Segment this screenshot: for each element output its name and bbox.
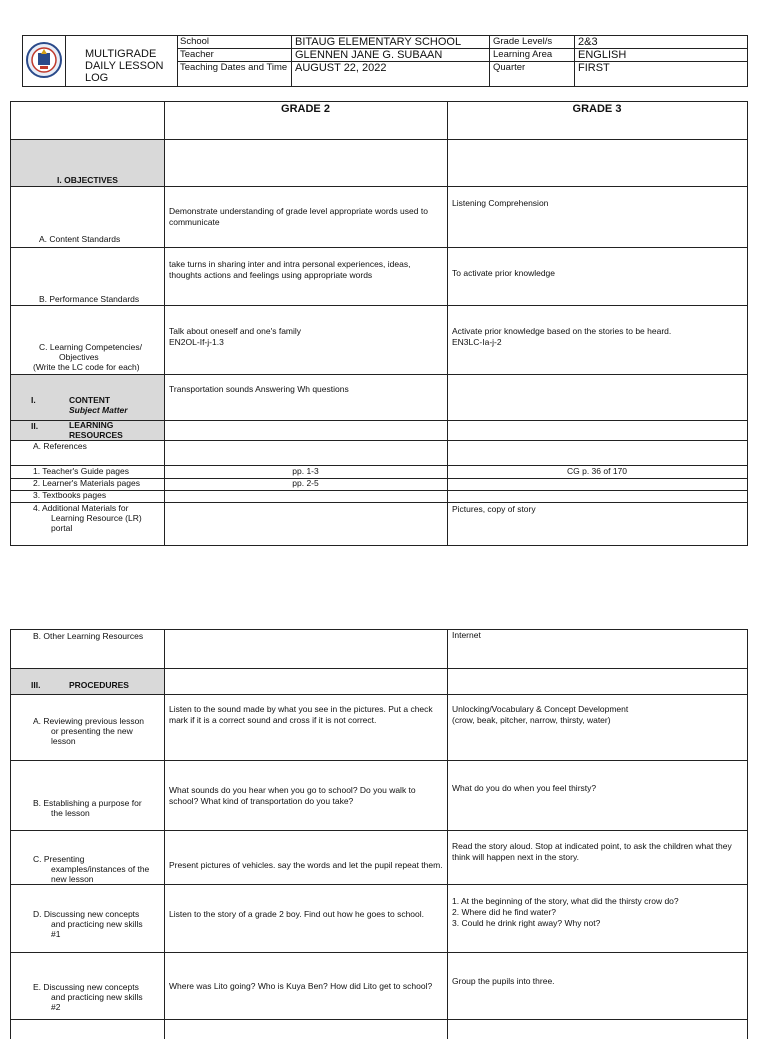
title-line-2: DAILY LESSON <box>85 60 164 72</box>
procedure-b-label: B. Establishing a purpose for <box>33 798 142 808</box>
school-label: School <box>180 36 210 47</box>
divider <box>11 694 747 695</box>
procedure-a-g3-2: (crow, beak, pitcher, narrow, thirsty, water) <box>452 715 611 725</box>
divider <box>11 420 747 421</box>
additional-materials-label-2: Learning Resource (LR) <box>51 513 142 523</box>
teachers-guide-g2: pp. 1-3 <box>292 466 319 476</box>
lesson-table-part-2 <box>10 629 748 1039</box>
resources-num: II. <box>31 421 39 431</box>
procedure-a-g3: Unlocking/Vocabulary & Concept Development <box>452 704 629 714</box>
procedure-c-label-2: examples/instances of the <box>51 864 150 874</box>
learners-materials-g2: pp. 2-5 <box>292 478 319 488</box>
procedure-b-label-2: the lesson <box>51 808 90 818</box>
procedures-num: III. <box>31 680 41 690</box>
divider <box>11 668 747 669</box>
title-line-1: MULTIGRADE <box>85 48 157 60</box>
divider <box>11 139 747 140</box>
divider <box>164 630 165 1039</box>
content-g2: Transportation sounds Answering Wh questions <box>169 384 349 394</box>
procedure-e-g2: Where was Lito going? Who is Kuya Ben? How did Lito get to school? <box>169 981 433 991</box>
divider <box>11 186 747 187</box>
additional-materials-label: 4. Additional Materials for <box>33 503 129 513</box>
divider <box>11 305 747 306</box>
teachers-guide-g3: CG p. 36 of 170 <box>566 466 627 476</box>
teacher-label: Teacher <box>180 49 214 60</box>
performance-standards-g3: To activate prior knowledge <box>452 268 556 278</box>
teacher-value: GLENNEN JANE G. SUBAAN <box>295 49 443 61</box>
procedures-heading: PROCEDURES <box>69 680 129 690</box>
procedure-b-g2: What sounds do you hear when you go to school? Do you walk to school? What kind of transportation do you take? <box>169 785 416 806</box>
competencies-g2: Talk about oneself and one's family <box>169 326 302 336</box>
divider <box>11 440 747 441</box>
quarter-label: Quarter <box>493 62 526 73</box>
other-resources-label: B. Other Learning Resources <box>33 631 144 641</box>
content-standards-label: A. Content Standards <box>39 234 121 244</box>
divider <box>11 952 747 953</box>
header-table <box>22 35 748 87</box>
additional-materials-label-3: portal <box>51 523 73 533</box>
log-title <box>85 48 163 84</box>
performance-standards-g2: take turns in sharing inter and intra personal experiences, ideas, thoughts actions and feelings using appropriate words <box>169 259 411 280</box>
divider <box>11 374 747 375</box>
procedure-d-label-3: #1 <box>51 929 61 939</box>
procedure-d-label: D. Discussing new concepts <box>33 909 140 919</box>
performance-standards-label: B. Performance Standards <box>39 294 140 304</box>
procedure-a-label-3: lesson <box>51 736 76 746</box>
area-label: Learning Area <box>493 49 553 60</box>
area-value: ENGLISH <box>578 49 627 61</box>
additional-materials-g3: Pictures, copy of story <box>452 504 536 514</box>
competencies-label-2: Objectives <box>59 352 99 362</box>
procedure-a-g2: Listen to the sound made by what you see in the pictures. Put a check mark if it is a correct sound and cross if it is not correct. <box>169 704 433 725</box>
school-value: BITAUG ELEMENTARY SCHOOL <box>295 36 462 48</box>
subject-matter-label: Subject Matter <box>69 405 128 415</box>
procedure-c-label-3: new lesson <box>51 874 94 884</box>
textbooks-label: 3. Textbooks pages <box>33 490 107 500</box>
procedure-a-label-2: or presenting the new <box>51 726 133 736</box>
procedure-d-g2: Listen to the story of a grade 2 boy. Find out how he goes to school. <box>169 909 424 919</box>
procedure-b-g3: What do you do when you feel thirsty? <box>452 783 597 793</box>
divider <box>447 630 448 1039</box>
grade-3-header: GRADE 3 <box>572 103 622 115</box>
other-resources-g3: Internet <box>452 630 481 640</box>
resources-heading: LEARNING <box>69 420 114 430</box>
divider <box>11 884 747 885</box>
procedure-c-label: C. Presenting <box>33 854 85 864</box>
title-line-3: LOG <box>85 72 109 84</box>
teachers-guide-label: 1. Teacher's Guide pages <box>33 466 129 476</box>
deped-seal-icon <box>26 40 62 80</box>
learners-materials-label: 2. Learner's Materials pages <box>33 478 140 488</box>
procedure-e-g3: Group the pupils into three. <box>452 976 555 986</box>
competencies-g3-code: EN3LC-Ia-j-2 <box>452 337 502 347</box>
procedure-d-g3-q1: 1. At the beginning of the story, what did the thirsty crow do? <box>452 896 679 906</box>
divider <box>11 490 747 491</box>
grade-label: Grade Level/s <box>493 36 553 47</box>
competencies-label: C. Learning Competencies/ <box>39 342 143 352</box>
procedure-c-g2: Present pictures of vehicles. say the words and let the pupil repeat them. <box>169 860 443 870</box>
dates-value: AUGUST 22, 2022 <box>295 62 387 74</box>
procedure-a-label: A. Reviewing previous lesson <box>33 716 145 726</box>
procedure-e-label-3: #2 <box>51 1002 61 1012</box>
grade-2-header: GRADE 2 <box>281 103 330 115</box>
content-heading: CONTENT <box>69 395 111 405</box>
content-num: I. <box>31 395 36 405</box>
resources-heading-2: RESOURCES <box>69 430 123 440</box>
lesson-table-part-1 <box>10 101 748 546</box>
divider <box>11 760 747 761</box>
procedure-e-label: E. Discussing new concepts <box>33 982 139 992</box>
logo-cell <box>23 36 66 86</box>
procedure-d-g3-q2: 2. Where did he find water? <box>452 907 556 917</box>
procedure-e-label-2: and practicing new skills <box>51 992 143 1002</box>
competencies-label-3: (Write the LC code for each) <box>33 362 140 372</box>
competencies-g3: Activate prior knowledge based on the stories to be heard. <box>452 326 672 336</box>
divider <box>177 48 747 49</box>
dates-label: Teaching Dates and Time <box>180 62 288 73</box>
competencies-g2-code: EN2OL-If-j-1.3 <box>169 337 224 347</box>
procedure-d-label-2: and practicing new skills <box>51 919 143 929</box>
quarter-value: FIRST <box>578 62 610 74</box>
divider <box>11 1019 747 1020</box>
divider <box>11 247 747 248</box>
objectives-heading: I. OBJECTIVES <box>57 175 118 185</box>
references-label: A. References <box>33 441 87 451</box>
content-standards-g3: Listening Comprehension <box>452 198 549 208</box>
content-standards-g2: Demonstrate understanding of grade level appropriate words used to communicate <box>169 206 428 227</box>
procedure-c-g3: Read the story aloud. Stop at indicated point, to ask the children what they think will happen next in the story. <box>452 841 732 862</box>
grade-value: 2&3 <box>578 36 598 48</box>
divider <box>11 830 747 831</box>
procedure-d-g3-q3: 3. Could he drink right away? Why not? <box>452 918 601 928</box>
